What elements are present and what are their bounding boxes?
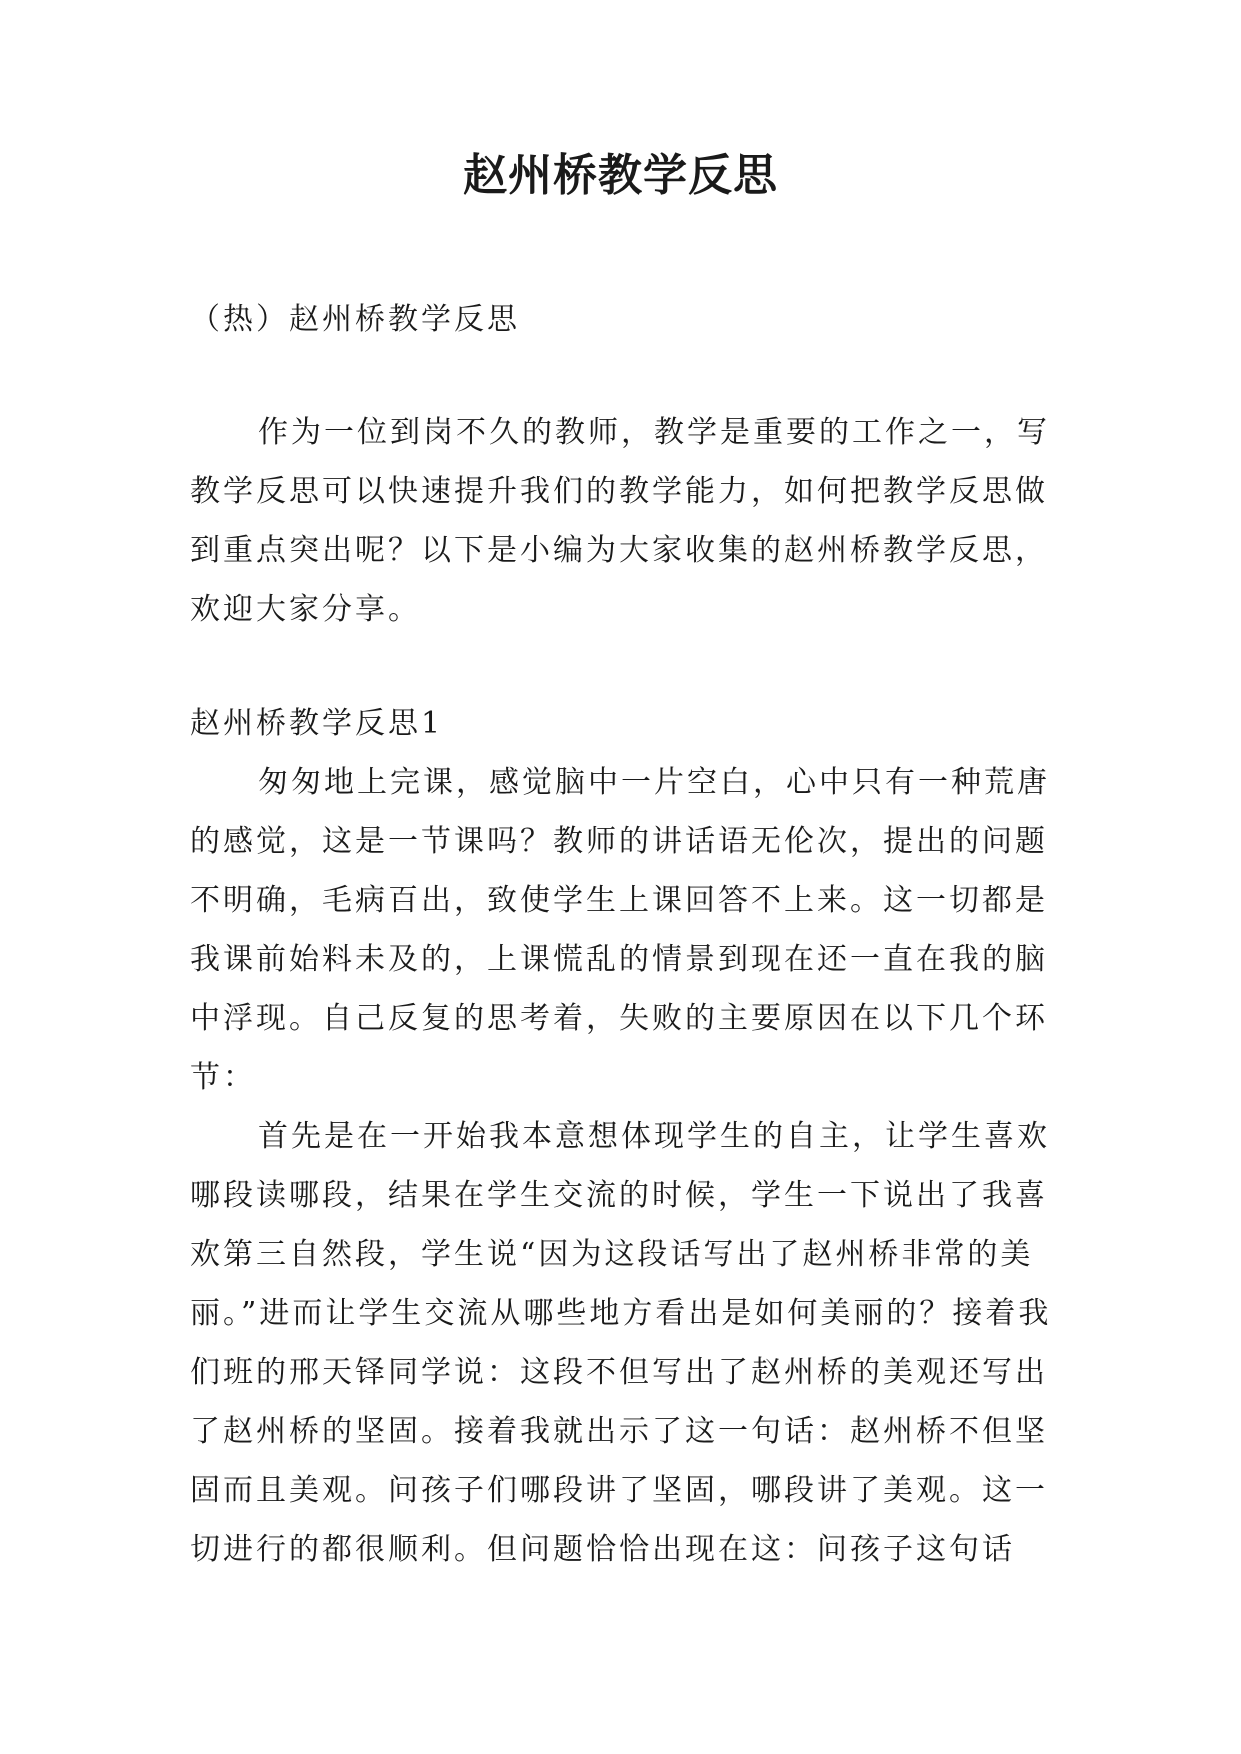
document-title: 赵州桥教学反思 (463, 150, 778, 201)
section-heading: 赵州桥教学反思1 (190, 706, 444, 741)
document-subtitle: （热）赵州桥教学反思 (190, 302, 520, 337)
paragraph: 首先是在一开始我本意想体现学生的自主，让学生喜欢哪段读哪段，结果在学生交流的时候，学生一下说出了我喜欢第三自然段，学生说“因为这段话写出了赵州桥非常的美丽。”进而让学生交流从哪些地方看出是如何美丽的？接着我们班的邢天铎同学说：这段不但写出了赵州桥的美观还写出了赵州桥的坚固。接着我就出示了这一句话：赵州桥不但坚固而且美观。问孩子们哪段讲了坚固，哪段讲了美观。这一切进行的都很顺利。但问题恰恰出现在这：问孩子这句话 (190, 1119, 1052, 1567)
intro-text: 作为一位到岗不久的教师，教学是重要的工作之一，写教学反思可以快速提升我们的教学能力，如何把教学反思做到重点突出呢？以下是小编为大家收集的赵州桥教学反思，欢迎大家分享。 (190, 415, 1050, 627)
section-body (190, 753, 1060, 1579)
intro-paragraph (190, 403, 1060, 639)
paragraph: 匆匆地上完课，感觉脑中一片空白，心中只有一种荒唐的感觉，这是一节课吗？教师的讲话语无伦次，提出的问题不明确，毛病百出，致使学生上课回答不上来。这一切都是我课前始料未及的，上课慌乱的情景到现在还一直在我的脑中浮现。自己反复的思考着，失败的主要原因在以下几个环节： (190, 765, 1050, 1095)
